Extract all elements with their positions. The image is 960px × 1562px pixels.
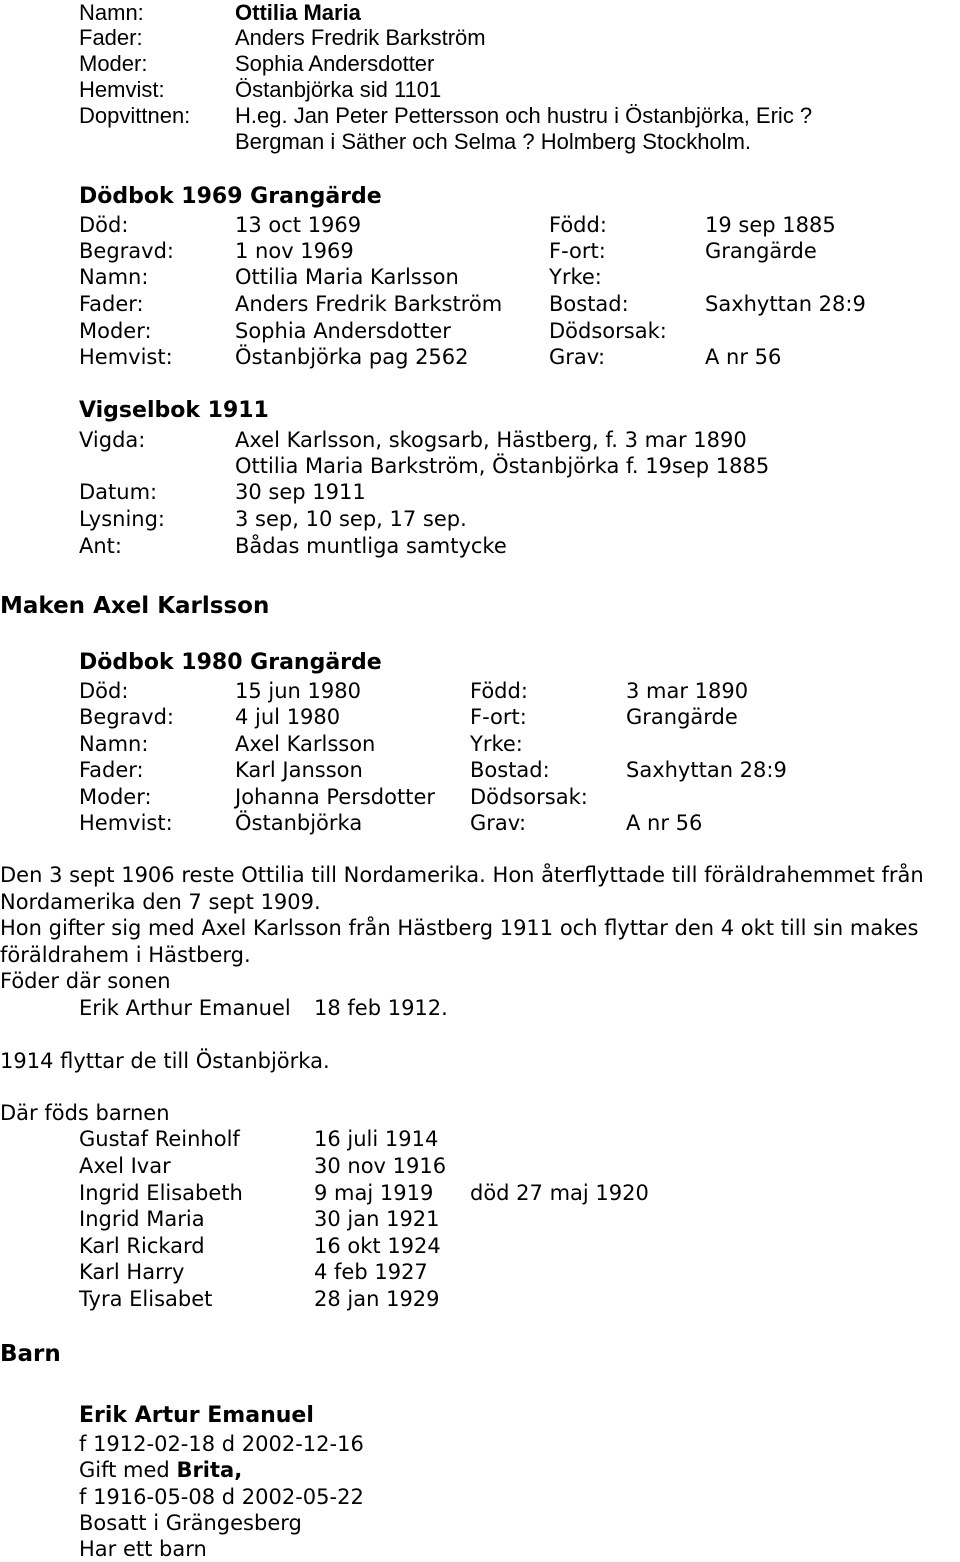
baptism-value-namn: Ottilia Maria [235,0,361,25]
death-1969-label-grav: Grav: [549,345,606,369]
death-1969-label-namn: Namn: [79,265,149,289]
death-1980-value-fort: Grangärde [626,705,738,729]
death-1980-value-fader: Karl Jansson [235,758,363,782]
death-1969-value-fader: Anders Fredrik Barkström [235,292,503,316]
marriage-bride: Ottilia Maria Barkström, Östanbjörka f. 19sep 1885 [235,454,770,478]
marriage-value-datum: 30 sep 1911 [235,480,366,504]
husband-heading: Maken Axel Karlsson [0,593,270,619]
death-1969-label-fader: Fader: [79,292,144,316]
death-1980-label-dodsorsak: Dödsorsak: [470,785,588,809]
death-1980-label-fader: Fader: [79,758,144,782]
child-birth: 28 jan 1929 [314,1287,440,1311]
baptism-value-witnesses: H.eg. Jan Peter Pettersson och hustru i Östanbjörka, Eric ? [235,103,813,128]
children-heading: Barn [0,1341,61,1367]
baptism-label-hemvist: Hemvist: [79,77,165,102]
death-1980-label-hemvist: Hemvist: [79,811,173,835]
child-name: Ingrid Elisabeth [79,1181,243,1205]
death-1980-label-grav: Grav: [470,811,527,835]
narrative-children-intro: Där föds barnen [0,1101,170,1125]
death-1969-value-begravd: 1 nov 1969 [235,239,354,263]
death-1969-label-fort: F-ort: [549,239,606,263]
death-1980-value-grav: A nr 56 [626,811,703,835]
marriage-label-lysning: Lysning: [79,507,165,531]
baptism-label-fader: Fader: [79,25,143,50]
narrative-son-intro: Föder där sonen [0,969,171,993]
death-1969-value-namn: Ottilia Maria Karlsson [235,265,459,289]
narrative-son-name: Erik Arthur Emanuel [79,996,291,1020]
death-1969-value-hemvist: Östanbjörka pag 2562 [235,345,469,369]
marriage-groom: Axel Karlsson, skogsarb, Hästberg, f. 3 mar 1890 [235,428,747,452]
death-1980-label-fodd: Född: [470,679,528,703]
death-1969-value-fodd: 19 sep 1885 [705,213,836,237]
narrative-move: 1914 flyttar de till Östanbjörka. [0,1049,330,1073]
narrative-emigration-line1: Den 3 sept 1906 reste Ottilia till Nordamerika. Hon återflyttade till föräldrahemmet från [0,863,924,887]
child-birth: 16 okt 1924 [314,1234,441,1258]
child-name: Axel Ivar [79,1154,171,1178]
child-note: död 27 maj 1920 [470,1181,649,1205]
child-birth: 30 jan 1921 [314,1207,440,1231]
baptism-value-fader: Anders Fredrik Barkström [235,25,486,50]
child-name: Karl Harry [79,1260,185,1284]
baptism-witnesses-cont: Bergman i Säther och Selma ? Holmberg Stockholm. [235,129,752,154]
death-1980-value-moder: Johanna Persdotter [235,785,435,809]
child-name: Tyra Elisabet [79,1287,213,1311]
marriage-label-vigda: Vigda: [79,428,146,452]
death-1969-label-dod: Död: [79,213,129,237]
marriage-title: Vigselbok 1911 [79,398,269,423]
marriage-label-ant: Ant: [79,534,122,558]
baptism-label-moder: Moder: [79,51,148,76]
baptism-label-witnesses: Dopvittnen: [79,103,191,128]
death-1980-value-bostad: Saxhyttan 28:9 [626,758,787,782]
child-birth: 30 nov 1916 [314,1154,447,1178]
death-1980-label-begravd: Begravd: [79,705,174,729]
son-married-prefix: Gift med [79,1458,177,1482]
death-1980-label-namn: Namn: [79,732,149,756]
death-1969-label-dodsorsak: Dödsorsak: [549,319,667,343]
child-name: Karl Rickard [79,1234,205,1258]
son-residence: Bosatt i Grängesberg [79,1511,302,1535]
death-1980-label-bostad: Bostad: [470,758,550,782]
death-1969-value-fort: Grangärde [705,239,817,263]
death-1980-title: Dödbok 1980 Grangärde [79,650,382,675]
death-1980-label-yrke: Yrke: [470,732,523,756]
son-spouse: Brita, [176,1458,243,1482]
death-1969-label-begravd: Begravd: [79,239,174,263]
marriage-value-ant: Bådas muntliga samtycke [235,534,507,558]
baptism-label-namn: Namn: [79,0,144,25]
marriage-value-lysning: 3 sep, 10 sep, 17 sep. [235,507,467,531]
narrative-emigration-line2: Nordamerika den 7 sept 1909. [0,890,321,914]
death-1969-value-dod: 13 oct 1969 [235,213,362,237]
narrative-marriage-line1: Hon gifter sig med Axel Karlsson från Hästberg 1911 och flyttar den 4 okt till sin makes [0,916,919,940]
child-birth: 16 juli 1914 [314,1127,439,1151]
death-1969-label-hemvist: Hemvist: [79,345,173,369]
death-1980-label-moder: Moder: [79,785,152,809]
death-1980-label-dod: Död: [79,679,129,703]
death-1969-label-bostad: Bostad: [549,292,629,316]
son-dates: f 1912-02-18 d 2002-12-16 [79,1432,364,1456]
child-name: Ingrid Maria [79,1207,205,1231]
death-1969-label-moder: Moder: [79,319,152,343]
marriage-label-datum: Datum: [79,480,158,504]
death-1969-label-yrke: Yrke: [549,265,602,289]
death-1980-label-fort: F-ort: [470,705,527,729]
death-1980-value-dod: 15 jun 1980 [235,679,361,703]
narrative-son-date: 18 feb 1912. [314,996,448,1020]
death-1969-label-fodd: Född: [549,213,607,237]
son-name: Erik Artur Emanuel [79,1403,314,1428]
death-1980-value-hemvist: Östanbjörka [235,811,363,835]
death-1969-value-grav: A nr 56 [705,345,782,369]
son-children-note: Har ett barn [79,1537,207,1561]
death-1969-value-bostad: Saxhyttan 28:9 [705,292,866,316]
death-1969-title: Dödbok 1969 Grangärde [79,184,382,209]
baptism-value-moder: Sophia Andersdotter [235,51,435,76]
son-spouse-dates: f 1916-05-08 d 2002-05-22 [79,1485,364,1509]
son-married [79,1457,242,1483]
death-1980-value-begravd: 4 jul 1980 [235,705,341,729]
child-birth: 4 feb 1927 [314,1260,428,1284]
child-name: Gustaf Reinholf [79,1127,240,1151]
narrative-marriage-line2: föräldrahem i Hästberg. [0,943,251,967]
death-1980-value-namn: Axel Karlsson [235,732,376,756]
child-birth: 9 maj 1919 [314,1181,434,1205]
death-1980-value-fodd: 3 mar 1890 [626,679,749,703]
death-1969-value-moder: Sophia Andersdotter [235,319,451,343]
baptism-value-hemvist: Östanbjörka sid 1101 [235,77,442,102]
